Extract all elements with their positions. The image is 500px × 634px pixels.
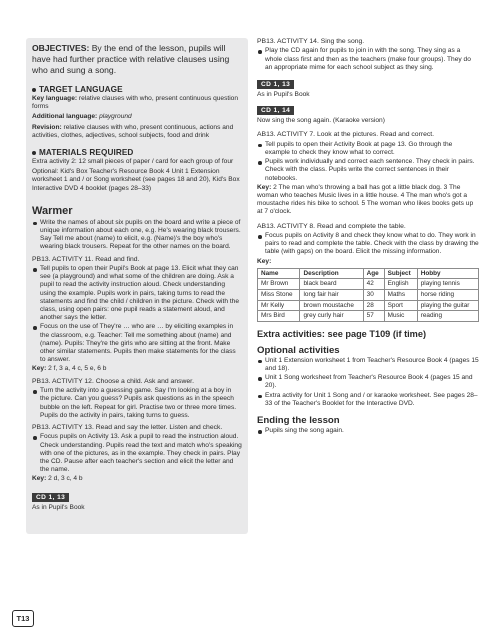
table-cell: black beard bbox=[300, 279, 363, 290]
objectives bbox=[32, 43, 242, 76]
objectives-text: By the end of the lesson, pupils will have had further practice with relative clauses using who and sung a song. bbox=[32, 43, 230, 75]
pb13-bullet-1: Focus pupils on Activity 13. Ask a pupil to read the instruction aloud. Check understanding. Pupils read the text and match who's speaking with one of the pictures, as in the example. They check in pairs. Play the CD. Pause after each teacher's section and elicit the letter and the name. bbox=[32, 433, 242, 474]
table-header: Description bbox=[300, 268, 363, 279]
ab7-key: Key: 2 The man who's throwing a ball has got a little black dog. 3 The woman who teaches Music lives in a little house. 4 The man who's got a moustache rides his bike to school. 5 The woman who likes books gets up at 7 o'clock. bbox=[257, 183, 474, 216]
optional-bullet-1: Unit 1 Extension worksheet 1 from Teacher's Resource Book 4 (pages 15 and 18). bbox=[257, 357, 479, 373]
table-cell: Mrs Bird bbox=[258, 311, 300, 322]
objectives-panel bbox=[26, 38, 248, 534]
ab7-bullet-2: Pupils work individually and correct each sentence. They check in pairs. Check with the class. Pupils write the correct sentences in their notebooks. bbox=[257, 158, 479, 183]
extra-activities-heading: Extra activities: see page T109 (if time) bbox=[257, 328, 427, 339]
table-cell: Mr Brown bbox=[258, 279, 300, 290]
target-language-heading: TARGET LANGUAGE bbox=[32, 85, 242, 94]
materials-heading: MATERIALS REQUIRED bbox=[32, 148, 242, 157]
table-cell: Maths bbox=[384, 290, 417, 301]
ab7-title: AB13. ACTIVITY 7. Look at the pictures. Read and correct. bbox=[257, 131, 435, 139]
ending-heading: Ending the lesson bbox=[257, 415, 340, 427]
pb13-book-ref: As in Pupil's Book bbox=[32, 503, 85, 511]
materials-text-2: Optional: Kid's Box Teacher's Resource Book 4 Unit 1 Extension worksheet 1 and / or Song worksheet (see pages 18 and 20), Kid's Box Interactive DVD 4 booklet (pages 28–33) bbox=[32, 168, 240, 192]
table-header-row bbox=[258, 268, 479, 279]
table-cell: 30 bbox=[363, 290, 384, 301]
optional-bullet-3: Extra activity for Unit 1 Song and / or karaoke worksheet. See pages 28–33 of the Teacher's Booklet for the Interactive DVD. bbox=[257, 392, 479, 408]
table-cell: Music bbox=[384, 311, 417, 322]
table-cell: 42 bbox=[363, 279, 384, 290]
pb11-bullet-2: Focus on the use of They're … who are … by eliciting examples in the classroom, e.g. Teacher: Tell me something about (name) and (name). Pupils: They're the girls who are sitting at the front. Make other similar statements. Pupils then make statements for the class to answer. bbox=[32, 323, 242, 364]
table-cell: long fair hair bbox=[300, 290, 363, 301]
ab8-bullet-1: Focus pupils on Activity 8 and check they know what to do. They work in pairs to read and complete the table. Check with the class by drawing the table (with gaps) on the board. Elicit the missing information. bbox=[257, 232, 479, 257]
pb13-title: PB13. ACTIVITY 13. Read and say the letter. Listen and check. bbox=[32, 423, 223, 431]
page-number: T13 bbox=[12, 610, 34, 627]
additional-language: Additional language: playground bbox=[32, 113, 132, 121]
table-cell: Sport bbox=[384, 300, 417, 311]
pb13-key: Key: 2 d, 3 c, 4 b bbox=[32, 475, 83, 483]
pb11-title: PB13. ACTIVITY 11. Read and find. bbox=[32, 255, 140, 263]
pb14-karaoke: Now sing the song again. (Karaoke version) bbox=[257, 117, 385, 125]
pb11-key: Key: 2 f, 3 a, 4 c, 5 e, 6 b bbox=[32, 365, 107, 373]
pb11-bullet-1: Tell pupils to open their Pupil's Book at page 13. Elicit what they can see (a playground) and what some of the children are doing. Ask a pupil to read the activity instruction aloud. Check understanding using the example. Pupils work in pairs, taking turns to read the statements and find the child / children in the picture. Check with the class, using open pairs: one pupil reads a statement aloud, and another says the letter. bbox=[32, 265, 242, 322]
table-header: Name bbox=[258, 268, 300, 279]
warmer-bullet: Write the names of about six pupils on the board and write a piece of unique information about each one, e.g. He's wearing black trousers. Say Tell me about (name) to elicit, e.g. (Name)'s the boy who's wearing black trousers. Repeat for the other names on the board. bbox=[32, 219, 242, 252]
table-cell: Miss Stone bbox=[258, 290, 300, 301]
pb14-title: PB13. ACTIVITY 14. Sing the song. bbox=[257, 38, 365, 45]
table-cell: playing tennis bbox=[417, 279, 478, 290]
table-cell: grey curly hair bbox=[300, 311, 363, 322]
optional-activities-heading: Optional activities bbox=[257, 344, 340, 356]
table-cell: English bbox=[384, 279, 417, 290]
right-column bbox=[257, 38, 479, 436]
cd-track-badge: CD 1, 14 bbox=[257, 106, 294, 115]
cd-track-badge: CD 1, 13 bbox=[32, 493, 69, 502]
table-row bbox=[258, 311, 479, 322]
key-language: Key language: relative clauses with who, present continuous question forms bbox=[32, 95, 238, 111]
optional-bullet-2: Unit 1 Song worksheet from Teacher's Resource Book 4 (pages 15 and 20). bbox=[257, 374, 479, 390]
answer-table bbox=[257, 268, 479, 322]
left-column bbox=[26, 38, 248, 534]
table-header: Age bbox=[363, 268, 384, 279]
table-cell: horse riding bbox=[417, 290, 478, 301]
table-cell: 28 bbox=[363, 300, 384, 311]
ab7-bullet-1: Tell pupils to open their Activity Book at page 13. Go through the example to check they know what to correct. bbox=[257, 141, 479, 157]
table-header: Hobby bbox=[417, 268, 478, 279]
materials-text-1: Extra activity 2: 12 small pieces of paper / card for each group of four bbox=[32, 158, 234, 166]
cd-track-badge: CD 1, 13 bbox=[257, 80, 294, 89]
table-row bbox=[258, 300, 479, 311]
ab8-key-label: Key: bbox=[257, 257, 272, 265]
table-cell: playing the guitar bbox=[417, 300, 478, 311]
revision: Revision: relative clauses with who, present continuous, actions and activities, clothes, adjectives, school subjects, food and drink bbox=[32, 123, 234, 139]
table-cell: 57 bbox=[363, 311, 384, 322]
pb12-title: PB13. ACTIVITY 12. Choose a child. Ask and answer. bbox=[32, 377, 194, 385]
warmer-heading: Warmer bbox=[32, 204, 73, 217]
table-cell: reading bbox=[417, 311, 478, 322]
pb14-book-ref: As in Pupil's Book bbox=[257, 91, 310, 99]
ending-bullet-1: Pupils sing the song again. bbox=[257, 427, 479, 435]
ab8-title: AB13. ACTIVITY 8. Read and complete the table. bbox=[257, 222, 406, 230]
table-header: Subject bbox=[384, 268, 417, 279]
table-cell: brown moustache bbox=[300, 300, 363, 311]
table-cell: Mr Kelly bbox=[258, 300, 300, 311]
pb14-bullet-1: Play the CD again for pupils to join in with the song. They sing as a whole class first and then as the teachers (make four groups). They do an appropriate mime for each school subject as they sing. bbox=[257, 47, 479, 72]
table-row bbox=[258, 290, 479, 301]
pb12-bullet-1: Turn the activity into a guessing game. Say I'm looking at a boy in the picture. Can you guess? Pupils ask questions as in the speech bubble on the left. Repeat for girl. Practise two or three more times. Pupils do the activity in pairs, taking turns to guess. bbox=[32, 387, 242, 420]
table-row bbox=[258, 279, 479, 290]
objectives-heading: OBJECTIVES: bbox=[32, 43, 90, 53]
